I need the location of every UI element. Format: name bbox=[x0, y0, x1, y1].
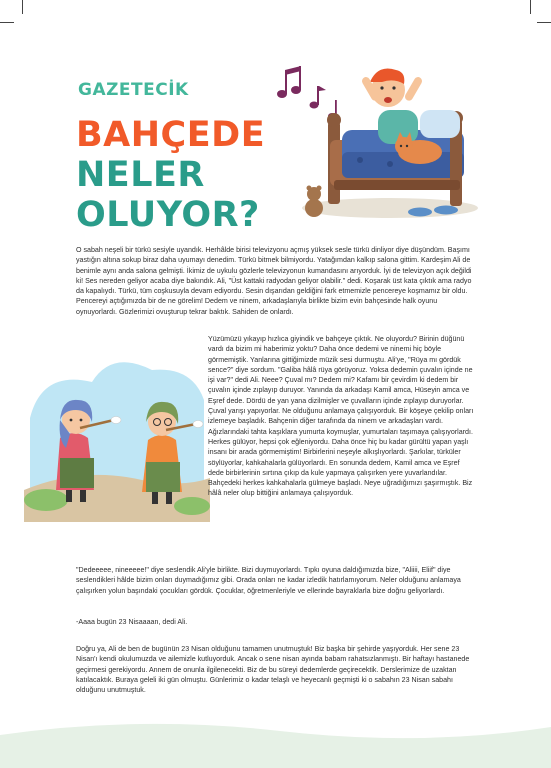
brand-logo: GAZETECİK bbox=[78, 80, 189, 100]
crop-mark bbox=[537, 22, 551, 23]
bush bbox=[174, 497, 210, 515]
crop-mark bbox=[530, 0, 531, 14]
crop-mark bbox=[0, 22, 14, 23]
crop-mark bbox=[22, 0, 23, 14]
footer-wave bbox=[0, 705, 551, 768]
paragraph-4: -Aaaa bugün 23 Nisaaaan, dedi Ali. bbox=[76, 618, 188, 626]
music-notes-icon bbox=[277, 66, 337, 119]
pillow bbox=[420, 110, 460, 138]
title-line-3: OLUYOR? bbox=[76, 195, 260, 235]
grandmothers-garden-illustration bbox=[22, 340, 212, 530]
title-line-1: BAHÇEDE bbox=[76, 115, 266, 155]
boy-in-bed-illustration bbox=[270, 60, 480, 230]
paragraph-2: Yüzümüzü yıkayıp hızlıca giyindik ve bahçeye çıktık. Ne oluyordu? Birinin düğünü vardı da bizim mi haberimiz yoktu? Daha önce dedemi ve ninemi hiç böyle görmemiştik. Yanlarına gittiğimizde müzik sesi durmuştu. Ali'ye, "Rüya mı gördük sence?" diye sordum. "Galiba hâlâ rüya görüyoruz. Yoksa dedemin çuvalın içinde ne işi var?" dedi Ali. Neee? Çuval mı? Dedem mi? Kafamı bir çevirdim ki dedem bir çuvalın içinde zıplayıp duruyor. Yanında da arkadaşı Kamil amca, Hüseyin amca ve Eşref dede. Dördü de yan yana dizilmişler ve çuvalların içinde zıplayıp duruyorlar. Çuval yarışı yapıyorlar. Ne olduğunu anlamaya çalışıyorduk. Bir köşeye çekilip onları izlemeye başladık. Bahçenin diğer tarafında da ninem ve arkadaşları vardı. Ağızlarındaki tahta kaşıklara yumurta koymuşlar, yumurtaları taşımaya çalışıyorlardı. Herkes gülüyor, hepsi çok eğleniyordu. Daha önce hiç bu kadar gürültü yapan yaşlı insanı bir arada görmemiştim! Birbirlerini neşeyle alkışlıyorlardı. Şarkılar, türküler söylüyorlar, kahkahalarla gülüyorlardı. En sonunda dedem, Kamil amca ve Eşref dede birbirlerinin sırtına çıkıp da kule yapmaya çalışırken yere yuvarlandılar. Bahçedeki herkes kahkahalarla gülmeye başladı. Neye uğradığımızı şaşırmıştık. Biz hâlâ neler olup bittiğini anlamaya çalışıyorduk. bbox=[208, 335, 474, 498]
paragraph-1: O sabah neşeli bir türkü sesiyle uyandık. Herhâlde birisi televizyonu açmış yüksek sesle türkü dinliyor diye düşündüm. Başımı yastığın altına sokup biraz daha uyumayı denedim. Türkü bitmek bilmiyordu. Yatağımdan kalkıp salona gittim. Kardeşim Ali de benimle aynı anda salona gelmişti. İkimiz de uykulu gözlerle televizyonun kumandasını arıyorduk. İyi de televizyon açık değildi ki! Ses nereden geliyor acaba diye bakındık. Ali, "Üst kattaki radyodan geliyor olabilir." dedi. Koşarak üst kata çıktık ama radyo da kapalıydı. Türkü, tüm coşkusuyla devam ediyordu. Sesin dışarıdan geldiğini fark etmemizle pencereye koşmamız bir oldu. Pencereyi açtığımızda bir de ne görelim! Dedem ve ninem, arkadaşlarıyla birlikte bizim evin bahçesinde halk oyunu oynuyorlardı. Gözlerimizi ovuşturup tekrar baktık. Sahiden de onlardı. bbox=[76, 246, 472, 316]
teddy-bear-icon bbox=[305, 186, 323, 218]
bush bbox=[24, 489, 68, 511]
paragraph-5: Doğru ya, Ali de ben de bugünün 23 Nisan olduğunu tamamen unutmuştuk! Biz başka bir şehirde yaşıyorduk. Her sene 23 Nisan'ı kendi okulumuzda ve ailemizle kutluyorduk. Ancak o sene nisan ayında babam rahatsızlanmıştı. Bir haftayı hastanede geçirmesi gerekiyordu. Annem de onunla ilgilenecekti. Biz de bu süreyi dedemlerde geçirecektik. Derslerimize de uzaktan katılacaktık. Buraya geleli iki gün olmuştu. Günlerimiz o kadar telaşlı ve heyecanlı geçmişti ki o sabahın 23 Nisan sabahı olduğunu unutmuştuk. bbox=[76, 645, 470, 695]
title-line-2: NELER bbox=[76, 155, 205, 195]
paragraph-3: "Dedeeeee, nineeeee!" diye seslendik Ali'yle birlikte. Bizi duymuyorlardı. Tıpkı oyuna daldığımızda bize, "Aliiii, Eliif" diye seslendikleri hâlde bizim onları duymadığımız gibi. Orada onları ne kadar izledik hatırlamıyorum. Neler olduğunu anlamaya çalışırken yolun başındaki çocukları gördük. Çocuklar, öğretmenleriyle ve ellerinde bayraklarla bize doğru geliyorlardı. bbox=[76, 566, 461, 595]
